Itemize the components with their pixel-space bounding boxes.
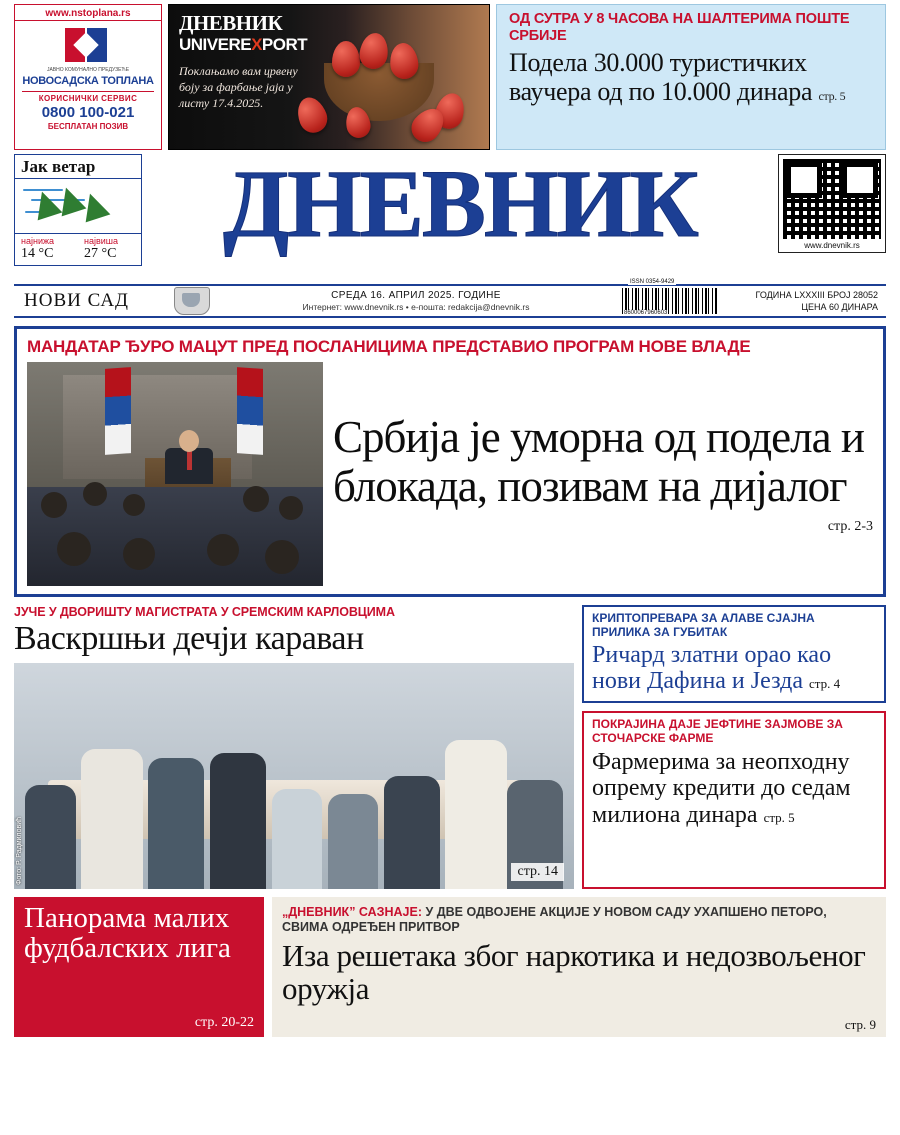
lead-headline: Србија је уморна од подела и блокада, позивам на дијалог — [333, 412, 864, 512]
lead-story[interactable] — [14, 326, 886, 597]
vouchers-kicker: ОД СУТРА У 8 ЧАСОВА НА ШАЛТЕРИМА ПОШТЕ СРБИЈЕ — [509, 11, 850, 44]
qr-code-icon — [783, 159, 881, 239]
city-crest-icon — [174, 287, 210, 315]
middle-section — [14, 605, 886, 889]
teaser-farm-loans[interactable] — [582, 711, 886, 888]
issue-info-bar — [14, 279, 886, 318]
ad-novosadska-toplana[interactable] — [14, 4, 162, 150]
lead-page-ref: стр. 2-3 — [827, 518, 873, 534]
weather-widget[interactable] — [14, 154, 142, 266]
qr-code-box[interactable] — [778, 154, 886, 253]
narkotici-headline: Иза решетака због наркотика и недозвољеног оружја — [282, 937, 866, 1007]
city-label: НОВИ САД — [24, 290, 129, 311]
toplana-logo-icon — [65, 26, 111, 66]
teaser-narcotics-arrests[interactable] — [272, 897, 886, 1037]
newspaper-logo-area — [142, 150, 778, 257]
weather-max-label: највиша — [84, 236, 119, 246]
crypto-kicker: КРИПТОПРЕВАРА ЗА АЛАВЕ СЈАЈНА ПРИЛИКА ЗА ГУБИТАК — [592, 611, 815, 639]
weather-min — [15, 234, 78, 265]
teaser-panorama-football[interactable] — [14, 897, 264, 1037]
farm-kicker: ПОКРАЈИНА ДАЈЕ ЈЕФТИНЕ ЗАЈМОВЕ ЗА СТОЧАРСКЕ ФАРМЕ — [592, 717, 843, 746]
issue-year-number: ГОДИНА LXXXIII БРОЈ 28052 — [755, 289, 878, 300]
toplana-tagline: ЈАВНО КОМУНАЛНО ПРЕДУЗЕЋЕ — [46, 67, 130, 73]
weather-temperatures — [15, 233, 141, 265]
ad-univerexport[interactable] — [168, 4, 490, 150]
karavan-photo-children-workshop — [14, 663, 574, 889]
masthead — [0, 150, 900, 282]
weather-min-value: 14 °C — [21, 246, 54, 261]
windy-trees-icon — [15, 179, 141, 225]
barcode-icon — [622, 279, 718, 316]
issue-price: ЦЕНА 60 ДИНАРА — [801, 302, 878, 312]
weather-max — [78, 234, 141, 265]
issue-meta — [718, 289, 884, 313]
vouchers-headline — [509, 48, 875, 106]
issue-date: СРЕДА 16. АПРИЛ 2025. ГОДИНЕ — [331, 290, 501, 301]
toplana-free-call: БЕСПЛАТАН ПОЗИВ — [47, 121, 129, 131]
weather-title: Јак ветар — [15, 155, 141, 179]
right-teaser-column — [582, 605, 886, 889]
weather-max-value: 27 °C — [84, 246, 117, 261]
top-advertisement-strip — [0, 0, 900, 150]
teaser-crypto[interactable] — [582, 605, 886, 703]
vouchers-headline-text: Подела 30.000 туристичких ваучера од по 10.000 динара — [509, 48, 813, 107]
vouchers-page-ref: стр. 5 — [818, 89, 846, 104]
issue-web-contact: Интернет: www.dnevnik.rs • е-пошта: redakcija@dnevnik.rs — [302, 302, 530, 312]
farm-page-ref: стр. 5 — [763, 809, 795, 825]
univerexport-brand: UNIVEREXPORT — [179, 35, 308, 54]
lead-body — [27, 362, 873, 586]
panorama-headline: Панорама малих фудбалских лига — [24, 901, 231, 965]
issn-label: ISSN 0354-9429 — [630, 279, 675, 285]
issue-center-block — [210, 290, 622, 312]
crypto-page-ref: стр. 4 — [808, 675, 841, 691]
narkotici-kicker-dark: У ДВЕ ОДВОЈЕНЕ АКЦИЈЕ У НОВОМ САДУ УХАПШЕНО ПЕТОРО, СВИМА ОДРЕЂЕН ПРИТВОР — [282, 904, 827, 934]
narkotici-kicker — [282, 905, 876, 935]
bottom-section — [14, 897, 886, 1037]
karavan-page-ref: стр. 14 — [511, 863, 564, 881]
crypto-headline — [592, 643, 876, 695]
teaser-tourist-vouchers[interactable] — [496, 4, 886, 150]
narkotici-kicker-red: „ДНЕВНИК” САЗНАЈЕ: — [282, 904, 422, 919]
newspaper-logo: ДНЕВНИК — [223, 150, 697, 257]
barcode-number: 8600067960603 — [624, 310, 668, 316]
lead-photo-parliament — [27, 362, 323, 586]
karavan-kicker: ЈУЧЕ У ДВОРИШТУ МАГИСТРАТА У СРЕМСКИМ КАРЛОВЦИМА — [14, 605, 395, 620]
toplana-service-label: КОРИСНИЧКИ СЕРВИС — [38, 93, 138, 103]
qr-url-label: www.dnevnik.rs — [804, 241, 860, 250]
panorama-page-ref: стр. 20-22 — [194, 1014, 254, 1030]
farm-headline — [592, 749, 876, 828]
toplana-website: www.nstoplana.rs — [15, 7, 161, 21]
karavan-headline: Васкршњи дечји караван — [14, 620, 364, 658]
crypto-headline-text: Ричард златни орао као нови Дафина и Језда — [592, 641, 832, 694]
toplana-divider — [22, 91, 153, 92]
univerexport-x-icon: X — [251, 35, 262, 54]
univerexport-dnevnik-label: ДНЕВНИК — [179, 11, 283, 35]
lead-headline-block — [333, 362, 873, 586]
narkotici-page-ref: стр. 9 — [844, 1016, 876, 1032]
lead-kicker: МАНДАТАР ЂУРО МАЦУТ ПРЕД ПОСЛАНИЦИМА ПРЕДСТАВИО ПРОГРАМ НОВЕ ВЛАДЕ — [27, 337, 751, 356]
karavan-photo-credit: Фото: Р. Радмиловић — [16, 816, 23, 885]
univerexport-promo-text: Поклањамо вам црвену боју за фарбање јаја у листу 17.4.2025. — [179, 64, 298, 111]
weather-min-label: најнижа — [21, 236, 54, 246]
farm-headline-text: Фармерима за неопходну опрему кредити до седам милиона динара — [592, 749, 851, 828]
easter-eggs-photo — [286, 11, 481, 143]
toplana-phone: 0800 100-021 — [41, 103, 135, 121]
story-karavan[interactable] — [14, 605, 574, 889]
toplana-company-name: НОВОСАДСКА ТОПЛАНА — [22, 74, 154, 87]
